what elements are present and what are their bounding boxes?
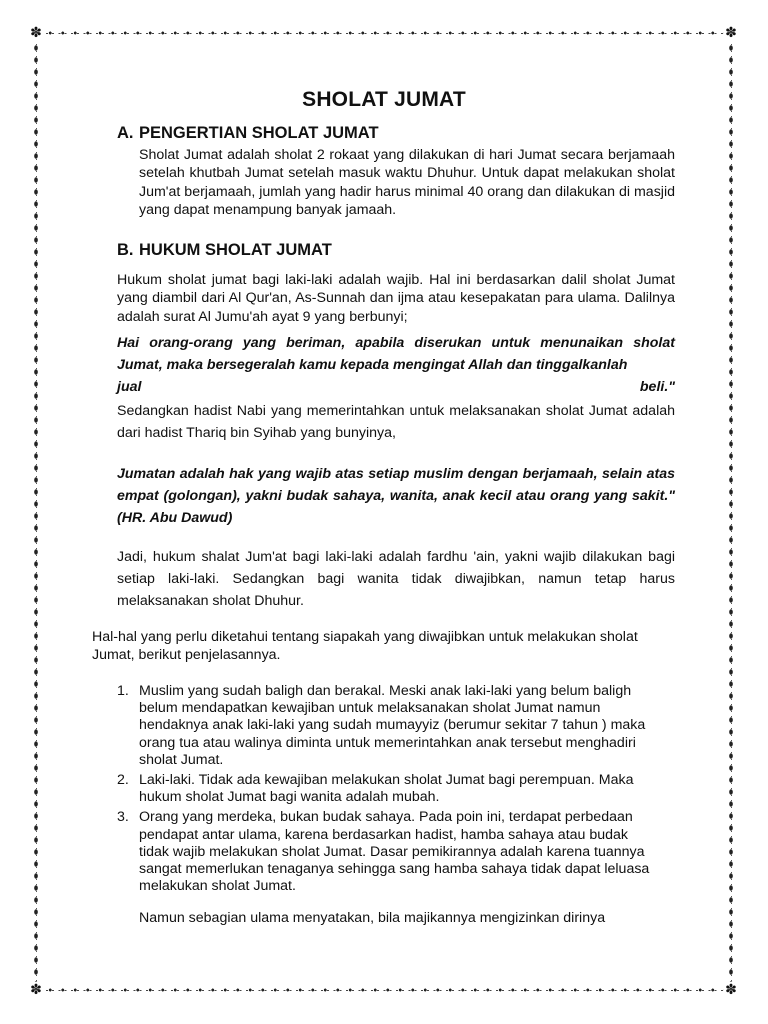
border-corner-ornament-icon: ✽: [725, 982, 737, 998]
list-item: [117, 683, 657, 769]
section-b-heading: [117, 241, 332, 260]
list-item-text: Orang yang merdeka, bukan budak sahaya. Pada poin ini, terdapat perbedaan pendapat antar ulama, karena berdasarkan hadist, hamba sahaya atau budak tidak wajib melakukan sholat Jumat. Dasar pemikirannya adalah karena tuannya sangat memerlukan tenaganya sehingga sang hamba sahaya tidak dapat leluasa melakukan sholat Jumat.: [139, 809, 650, 895]
section-b-title: HUKUM SHOLAT JUMAT: [139, 241, 332, 259]
section-b-paragraph-2: Sedangkan hadist Nabi yang memerintahkan untuk melaksanakan sholat Jumat adalah dari hadist Thariq bin Syihab yang bunyinya,: [117, 403, 675, 441]
section-a-heading: [117, 124, 379, 143]
list-item-number: 1.: [117, 683, 129, 699]
section-b-paragraph-3: Jadi, hukum shalat Jum'at bagi laki-laki adalah fardhu 'ain, yakni wajib dilakukan bagi setiap laki-laki. Sedangkan bagi wanita tidak diwajibkan, namun tetap harus melaksanakan sholat Dhuhur.: [117, 549, 675, 609]
quran-quote-end: [117, 376, 675, 398]
section-a-paragraph: Sholat Jumat adalah sholat 2 rokaat yang dilakukan di hari Jumat secara berjamaah setelah khutbah Jumat setelah masuk waktu Dhuhur. Untuk dapat melakukan sholat Jum'at berjamaah, jumlah yang hadir harus minimal 40 orang dan dilakukan di masjid yang dapat menampung banyak jamaah.: [139, 147, 675, 218]
list-item-text: Laki-laki. Tidak ada kewajiban melakukan sholat Jumat bagi perempuan. Maka hukum sholat Jumat bagi wanita adalah mubah.: [139, 772, 634, 806]
quran-quote-end-right: beli.": [639, 379, 675, 395]
border-corner-ornament-icon: ✽: [30, 982, 42, 998]
section-b-number: B.: [117, 241, 134, 259]
border-corner-ornament-icon: ✽: [30, 25, 42, 41]
border-corner-ornament-icon: ✽: [725, 25, 737, 41]
list-intro-paragraph: Hal-hal yang perlu diketahui tentang siapakah yang diwajibkan untuk melakukan sholat Jumat, berikut penjelasannya.: [92, 629, 638, 664]
quran-quote: [117, 332, 675, 398]
list-item-number: 3.: [117, 809, 129, 826]
quran-quote-text: Hai orang-orang yang beriman, apabila diserukan untuk menunaikan sholat Jumat, maka bersegeralah kamu kepada mengingat Allah dan tinggalkanlah: [117, 335, 675, 373]
section-b-paragraph-1: Hukum sholat jumat bagi laki-laki adalah wajib. Hal ini berdasarkan dalil sholat Jumat yang diambil dari Al Qur'an, As-Sunnah dan ijma atau kesepakatan para ulama. Dalilnya adalah surat Al Jumu'ah ayat 9 yang berbunyi;: [117, 272, 675, 325]
list-item-text: Muslim yang sudah baligh dan berakal. Meski anak laki-laki yang belum baligh belum mendapatkan kewajiban untuk melaksanakan sholat Jumat namun hendaknya anak laki-laki yang sudah mumayyiz (berumur sekitar 7 tahun ) maka orang tua atau walinya diminta untuk memerintahkan anak tersebut menghadiri sholat Jumat.: [139, 683, 646, 768]
section-a-number: A.: [117, 124, 134, 142]
list-item-number: 2.: [117, 772, 129, 789]
hadith-quote: Jumatan adalah hak yang wajib atas setiap muslim dengan berjamaah, selain atas empat (golongan), yakni budak sahaya, wanita, anak kecil atau orang yang sakit." (HR. Abu Dawud): [117, 466, 675, 526]
list-item: [117, 772, 657, 806]
quran-quote-end-left: jual: [117, 379, 142, 395]
document-title: SHOLAT JUMAT: [302, 88, 466, 111]
section-a-title: PENGERTIAN SHOLAT JUMAT: [139, 124, 379, 142]
obligation-list: [117, 683, 657, 898]
list-item: [117, 809, 657, 895]
list-note-paragraph: Namun sebagian ulama menyatakan, bila majikannya mengizinkan dirinya: [139, 910, 606, 926]
